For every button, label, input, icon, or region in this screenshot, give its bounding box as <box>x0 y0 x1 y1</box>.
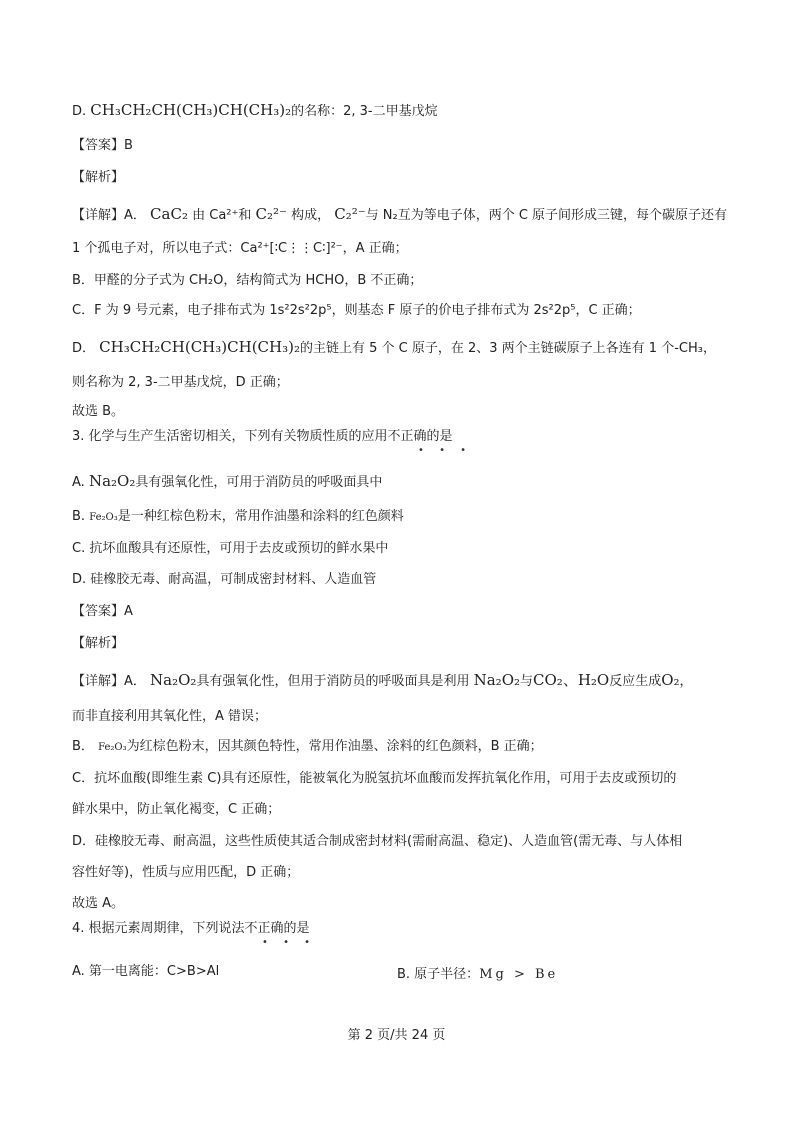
q2-detail-b: B．甲醛的分子式为 CH₂O，结构简式为 HCHO，B 不正确； <box>72 273 423 288</box>
page-footer: 第 2 页/共 24 页 <box>347 1028 446 1043</box>
q2-detail-c: C．F 为 9 号元素，电子排布式为 1s²2s²2p⁵，则基态 F 原子的价电子排布式为 2s²2p⁵，C 正确； <box>72 303 641 318</box>
q3-analysis-heading: 【解析】 <box>72 636 125 651</box>
q3-option-a: A. Na₂O₂具有强氧化性，可用于消防员的呼吸面具中 <box>72 472 383 490</box>
q3-option-d: D. 硅橡胶无毒、耐高温，可制成密封材料、人造血管 <box>72 572 377 587</box>
q3-detail-c-line1: C．抗坏血酸(即维生素 C)具有还原性，能被氧化为脱氢抗坏血酸而发挥抗氧化作用，可用于去皮或预切的 <box>72 771 677 786</box>
option-prefix: D. <box>72 104 87 119</box>
q4-option-a: A. 第一电离能：C>B>Al <box>72 964 220 979</box>
option-text: 的名称：2, 3-二甲基戊烷 <box>291 104 438 119</box>
q2-conclusion: 故选 B。 <box>72 404 125 419</box>
formula: CH₃CH₂CH(CH₃)CH(CH₃)₂ <box>90 101 292 119</box>
q3-option-b: B. Fe₂O₃是一种红棕色粉末，常用作油墨和涂料的红色颜料 <box>72 509 404 524</box>
emphasis-dots: • • • <box>262 937 317 948</box>
q3-detail-c-line2: 鲜水果中，防止氧化褐变，C 正确； <box>72 802 281 817</box>
q2-detail-d-line1: D． CH₃CH₂CH(CH₃)CH(CH₃)₂的主链上有 5 个 C 原子，在 2、3 两个主链碳原子上各连有 1 个-CH₃， <box>72 338 716 356</box>
q2-option-d <box>72 101 438 121</box>
emphasis-dots: • • • <box>418 445 473 456</box>
q3-conclusion: 故选 A。 <box>72 896 125 911</box>
q3-detail-a-line1: 【详解】A． Na₂O₂具有强氧化性，但用于消防员的呼吸面具是利用 Na₂O₂与CO₂、H₂O反应生成O₂， <box>72 671 693 689</box>
q3-answer: 【答案】A <box>72 604 133 619</box>
q3-stem: 3. 化学与生产生活密切相关，下列有关物质性质的应用不正确的是 <box>72 429 453 444</box>
q2-detail-a-line1: 【详解】A． CaC₂ 由 Ca²⁺和 C₂²⁻ 构成， C₂²⁻与 N₂互为等电子体，两个 C 原子间形成三键，每个碳原子还有 <box>72 205 728 223</box>
q2-detail-d-line2: 则名称为 2, 3-二甲基戊烷，D 正确； <box>72 375 289 390</box>
q2-detail-a-line2: 1 个孤电子对，所以电子式：Ca²⁺[∶C⋮⋮C∶]²⁻，A 正确； <box>72 241 408 256</box>
q3-detail-a-line2: 而非直接利用其氧化性，A 错误； <box>72 709 268 724</box>
q2-analysis-heading: 【解析】 <box>72 170 125 185</box>
q4-option-b: B. 原子半径：Mg > Be <box>397 967 559 982</box>
q4-stem: 4. 根据元素周期律，下列说法不正确的是 <box>72 921 310 936</box>
q3-detail-b: B． Fe₂O₃为红棕色粉末，因其颜色特性，常用作油墨、涂料的红色颜料，B 正确； <box>72 739 543 754</box>
q2-answer: 【答案】B <box>72 138 133 153</box>
q3-option-c: C. 抗坏血酸具有还原性，可用于去皮或预切的鲜水果中 <box>72 541 389 556</box>
q3-detail-d-line2: 容性好等)，性质与应用匹配，D 正确； <box>72 865 300 880</box>
q3-detail-d-line1: D．硅橡胶无毒、耐高温，这些性质使其适合制成密封材料(需耐高温、稳定)、人造血管(需无毒、与人体相 <box>72 834 683 849</box>
